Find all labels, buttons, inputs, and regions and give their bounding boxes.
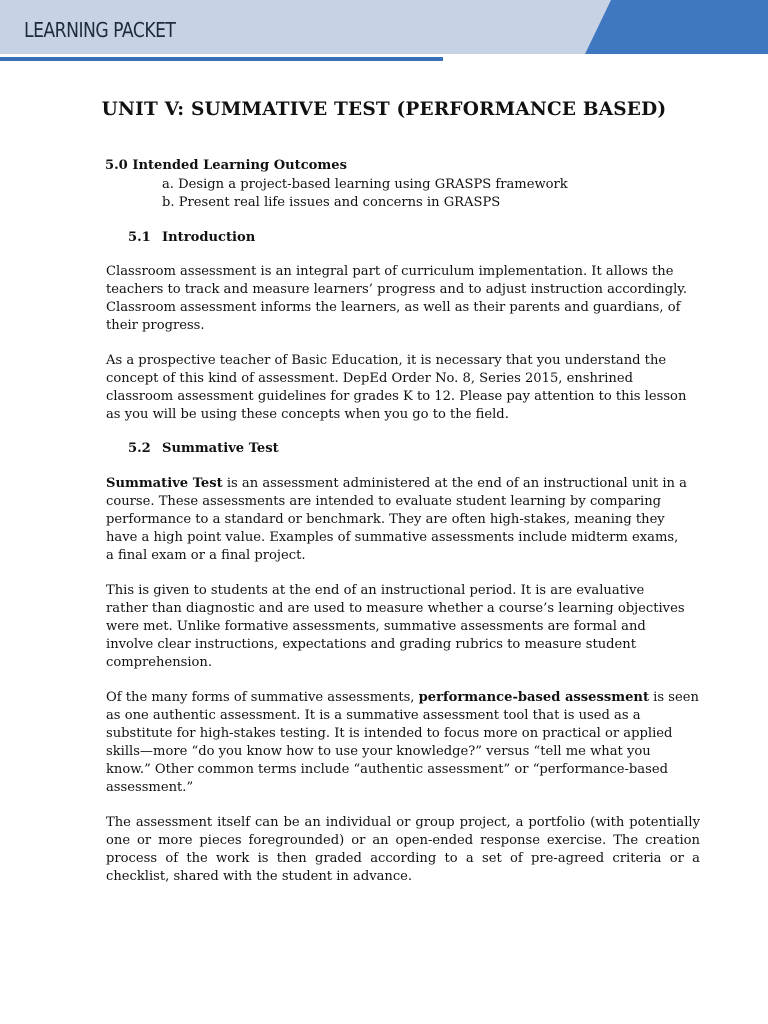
summative-paragraph-4: The assessment itself can be an individual or group project, a portfolio (with potentially one or more pieces foregrounded) or an open-ended response exercise. The creation process of the work is then graded according to a set of pre-agreed criteria or a checklist, shared with the student in advance. — [106, 815, 700, 885]
header-rule — [0, 57, 443, 61]
header-accent-shape — [585, 0, 768, 54]
section-heading-summative: Summative Test — [162, 441, 279, 456]
intro-paragraph-2 — [106, 352, 700, 424]
text-line: know.” Other common terms include “authentic assessment” or “performance-based — [106, 762, 668, 778]
outcome-item: b. Present real life issues and concerns in GRASPS — [162, 195, 501, 210]
text-line: involve clear instructions, expectations and grading rubrics to measure student — [106, 637, 636, 653]
text-line: as one authentic assessment. It is a summative assessment tool that is used as a — [106, 708, 641, 724]
text-line: have a high point value. Examples of summative assessments include midterm exams, — [106, 530, 679, 546]
text-line: a final exam or a final project. — [106, 548, 306, 564]
term-performance-based-assessment: performance-based assessment — [418, 690, 649, 705]
page-title: UNIT V: SUMMATIVE TEST (PERFORMANCE BASED) — [101, 99, 667, 120]
text-line: As a prospective teacher of Basic Education, it is necessary that you understand the — [106, 353, 667, 368]
text-line: assessment.” — [106, 780, 194, 796]
text-line: substitute for high-stakes testing. It is intended to focus more on practical or applied — [106, 726, 673, 742]
text-line: classroom assessment guidelines for grades K to 12. Please pay attention to this lesson — [106, 389, 687, 405]
text-line: rather than diagnostic and are used to measure whether a course’s learning objectives — [106, 601, 685, 617]
section-number-summative: 5.2 — [128, 441, 151, 456]
text-span: is seen — [649, 690, 699, 705]
section-number-intro: 5.1 — [128, 230, 151, 245]
text-line: teachers to track and measure learners’ progress and to adjust instruction accordingly. — [106, 282, 688, 298]
text-line — [106, 475, 700, 493]
text-line: as you will be using these concepts when you go to the field. — [106, 407, 509, 423]
summative-paragraph-1 — [106, 475, 700, 565]
outcome-item: a. Design a project-based learning using GRASPS framework — [162, 177, 568, 192]
text-span: Of the many forms of summative assessments, — [106, 690, 419, 705]
summative-paragraph-3 — [106, 689, 700, 798]
intro-paragraph-1 — [106, 263, 700, 335]
text-span: is an assessment administered at the end of an instructional unit in a — [222, 476, 687, 491]
text-line: skills—more “do you know how to use your knowledge?” versus “tell me what you — [106, 744, 651, 760]
text-line: concept of this kind of assessment. DepEd Order No. 8, Series 2015, enshrined — [106, 371, 633, 387]
text-line — [106, 689, 700, 707]
text-line: were met. Unlike formative assessments, summative assessments are formal and — [106, 619, 646, 635]
header-title: LEARNING PACKET — [24, 18, 176, 42]
text-line: comprehension. — [106, 655, 213, 671]
section-heading-intro: Introduction — [162, 230, 256, 245]
term-summative-test: Summative Test — [106, 476, 223, 491]
text-line: Classroom assessment is an integral part of curriculum implementation. It allows the — [106, 264, 674, 279]
outcomes-heading: 5.0 Intended Learning Outcomes — [105, 158, 347, 173]
text-line: This is given to students at the end of an instructional period. It is are evaluative — [106, 583, 645, 598]
summative-paragraph-2 — [106, 582, 700, 672]
text-line: performance to a standard or benchmark. They are often high-stakes, meaning they — [106, 512, 665, 528]
text-line: Classroom assessment informs the learners, as well as their parents and guardians, of — [106, 300, 681, 316]
text-line: course. These assessments are intended to evaluate student learning by comparing — [106, 494, 662, 510]
text-line: their progress. — [106, 318, 205, 334]
